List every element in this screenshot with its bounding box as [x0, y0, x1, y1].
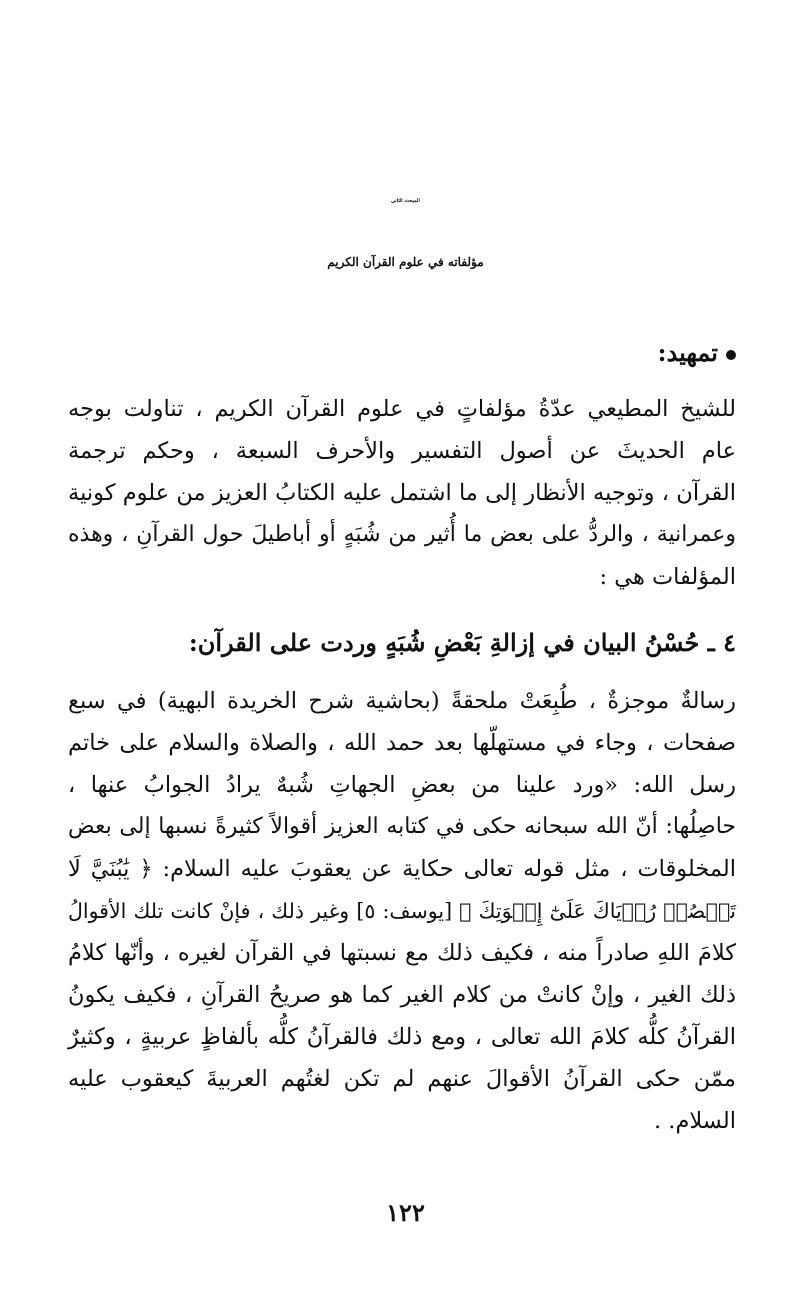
paragraph-line: حاصِلُها: أنّ الله سبحانه حكى في كتابه العزيز أقوالاً كثيرةً نسبها إلى بعض [68, 814, 736, 839]
item-heading: ٤ ـ حُسْنُ البيان في إزالةِ بَعْضِ شُبَهٍ وردت على القرآن: [188, 628, 736, 657]
paragraph-line: القرآنُ كلُّه كلامَ الله تعالى ، ومع ذلك فالقرآنُ كلُّه بألفاظٍ عربيةٍ ، وكثيرٌ [68, 1024, 736, 1050]
paragraph-line: وعمرانية ، والردُّ على بعض ما أُثير من شُبَهٍ أو أباطيلَ حول القرآنِ ، وهذه [68, 522, 736, 547]
section-title: المبحث الثاني [391, 198, 420, 204]
paragraph-line: صفحات ، وجاء في مستهلّها بعد حمد الله ، والصلاة والسلام على خاتم [68, 730, 736, 756]
paragraph-line: عام الحديثَ عن أصول التفسير والأحرف السبعة ، وحكم ترجمة [68, 438, 736, 464]
paragraph-line: القرآن ، وتوجيه الأنظار إلى ما اشتمل عليه الكتابُ العزيز من علوم كونية [68, 480, 736, 506]
paragraph-line: رسل الله: «ورد علينا من بعضِ الجهاتِ شُبهٌ يرادُ الجوابُ عنها ، [68, 772, 736, 798]
page-number: ١٢٢ [386, 1198, 425, 1227]
main-title: مؤلفاته في علوم القرآن الكريم [327, 255, 484, 269]
paragraph-line: المؤلفات هي : [599, 564, 736, 590]
paragraph-line: تَقۡصُصۡ رُءۡيَاكَ عَلَىٰٓ إِخۡوَتِكَ ﴾ [يوسف: ٥] وغير ذلك ، فإنْ كانت تلك الأقوالُ [68, 899, 736, 923]
paragraph-line: السلام. . [654, 1108, 736, 1134]
paragraph-line: للشيخ المطيعي عدّةُ مؤلفاتٍ في علوم القرآن الكريم ، تناولت بوجه [68, 396, 736, 422]
paragraph-line: المخلوقات ، مثل قوله تعالى حكاية عن يعقوبَ عليه السلام: ﴿ يَٰبُنَيَّ لَا [68, 856, 736, 882]
paragraph-line: كلامَ اللهِ صادراً منه ، فكيف ذلك مع نسبتها في القرآن لغيره ، وأنّها كلامُ [68, 940, 736, 966]
body-paragraph [68, 680, 736, 1142]
intro-heading-label: تمهيد: [657, 338, 718, 367]
paragraph-line: ذلك الغير ، وإنْ كانتْ من كلام الغير كما هو صريحُ القرآنِ ، فكيف يكونُ [68, 982, 736, 1008]
paragraph-line: رسالةٌ موجزةٌ ، طُبِعَتْ ملحقةً (بحاشية شرح الخريدة البهية) في سبع [68, 688, 736, 714]
intro-paragraph [68, 388, 736, 598]
bullet-icon [726, 350, 736, 360]
paragraph-line: ممّن حكى القرآنُ الأقوالَ عنهم لم تكن لغتُهم العربيةَ كيعقوب عليه [68, 1066, 736, 1092]
intro-heading [658, 338, 736, 367]
